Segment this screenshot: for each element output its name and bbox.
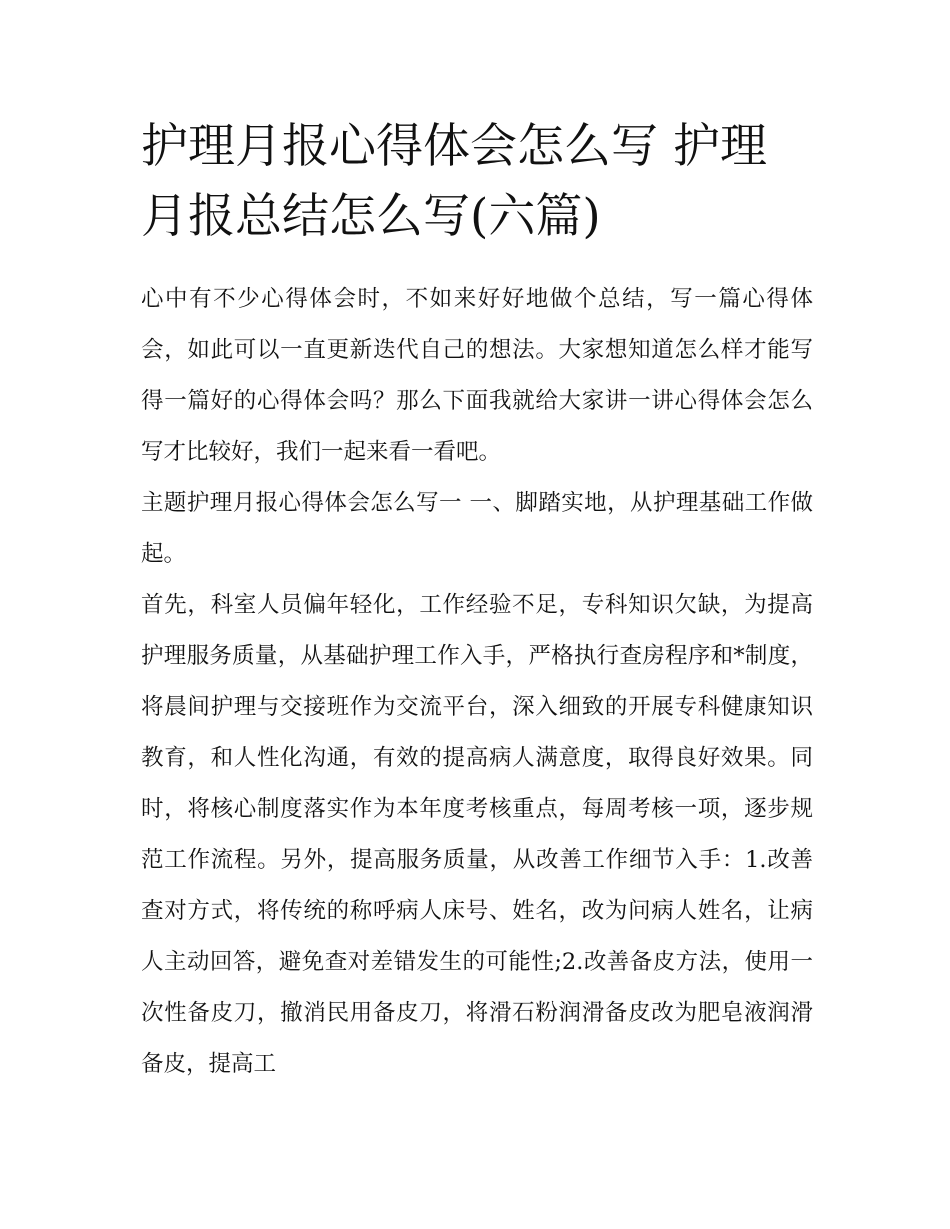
body-paragraph: 首先，科室人员偏年轻化，工作经验不足，专科知识欠缺，为提高护理服务质量，从基础护理工作入手，严格执行查房程序和*制度，将晨间护理与交接班作为交流平台，深入细致的开展专科健康知识教育，和人性化沟通，有效的提高病人满意度，取得良好效果。同时，将核心制度落实作为本年度考核重点，每周考核一项，逐步规范工作流程。另外，提高服务质量，从改善工作细节入手：1.改善查对方式，将传统的称呼病人床号、姓名，改为问病人姓名，让病人主动回答，避免查对差错发生的可能性;2.改善备皮方法，使用一次性备皮刀，撤消民用备皮刀，将滑石粉润滑备皮改为肥皂液润滑备皮，提高工	[141, 592, 813, 1077]
document-title: 护理月报心得体会怎么写 护理月报总结怎么写(六篇)	[141, 119, 767, 244]
section-heading-paragraph: 主题护理月报心得体会怎么写一 一、脚踏实地，从护理基础工作做起。	[141, 490, 813, 567]
intro-paragraph: 心中有不少心得体会时，不如来好好地做个总结，写一篇心得体会，如此可以一直更新迭代自己的想法。大家想知道怎么样才能写得一篇好的心得体会吗？那么下面我就给大家讲一讲心得体会怎么写才比较好，我们一起来看一看吧。	[141, 286, 813, 465]
document-page	[141, 112, 813, 1090]
